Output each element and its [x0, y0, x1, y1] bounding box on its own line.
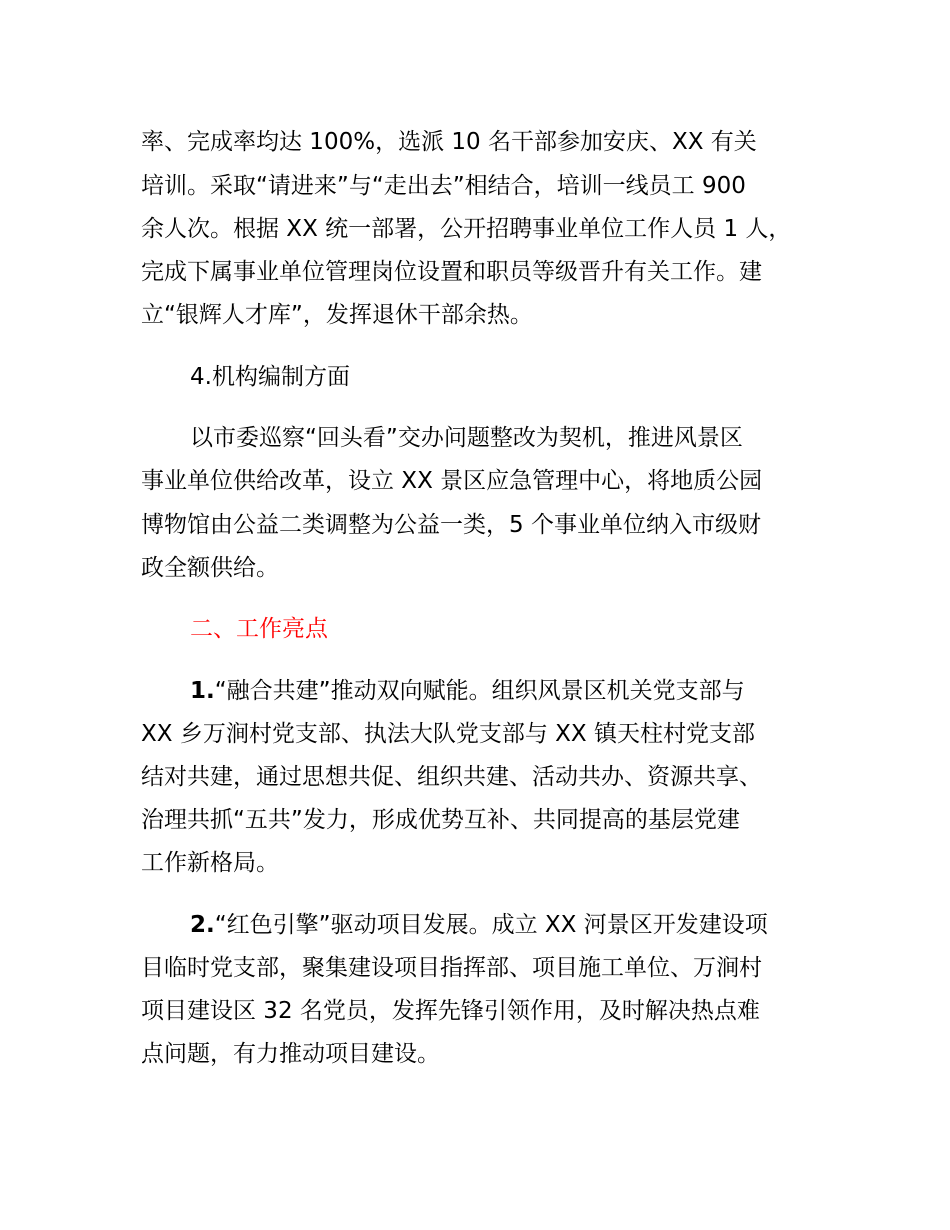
paragraph-line: 博物馆由公益二类调整为公益一类，5 个事业单位纳入市级财	[141, 512, 761, 538]
paragraph-line: 培训。采取“请进来”与“走出去”相结合，培训一线员工 900	[141, 173, 746, 199]
item-number: 1.	[190, 678, 215, 704]
paragraph-line: 工作新格局。	[141, 850, 279, 876]
paragraph-line: 立“银辉人才库”，发挥退休干部余热。	[141, 302, 533, 328]
paragraph-line: 点问题，有力推动项目建设。	[141, 1041, 440, 1067]
paragraph-line: 政全额供给。	[141, 555, 279, 581]
paragraph-line: 治理共抓“五共”发力，形成优势互补、共同提高的基层党建	[141, 807, 740, 833]
item-number: 2.	[190, 912, 215, 938]
paragraph-line: 余人次。根据 XX 统一部署，公开招聘事业单位工作人员 1 人，	[141, 216, 792, 242]
highlights-heading: 二、工作亮点	[190, 616, 328, 642]
paragraph-line: 结对共建，通过思想共促、组织共建、活动共办、资源共享、	[141, 764, 762, 790]
paragraph-line: XX 乡万涧村党支部、执法大队党支部与 XX 镇天柱村党支部	[141, 721, 755, 747]
item-text: “融合共建”推动双向赋能。组织风景区机关党支部与	[214, 678, 745, 704]
paragraph-line: 以市委巡察“回头看”交办问题整改为契机，推进风景区	[190, 425, 743, 451]
section-heading: 4.机构编制方面	[190, 364, 350, 390]
paragraph-line: 项目建设区 32 名党员，发挥先锋引领作用，及时解决热点难	[141, 998, 760, 1024]
paragraph-line	[190, 676, 745, 706]
paragraph-line: 目临时党支部，聚集建设项目指挥部、项目施工单位、万涧村	[141, 955, 762, 981]
item-text: “红色引擎”驱动项目发展。成立 XX 河景区开发建设项	[214, 912, 768, 938]
paragraph-line: 完成下属事业单位管理岗位设置和职员等级晋升有关工作。建	[141, 259, 762, 285]
paragraph-line	[190, 910, 768, 940]
paragraph-line: 事业单位供给改革，设立 XX 景区应急管理中心，将地质公园	[141, 468, 763, 494]
paragraph-line: 率、完成率均达 100%，选派 10 名干部参加安庆、XX 有关	[141, 129, 757, 155]
